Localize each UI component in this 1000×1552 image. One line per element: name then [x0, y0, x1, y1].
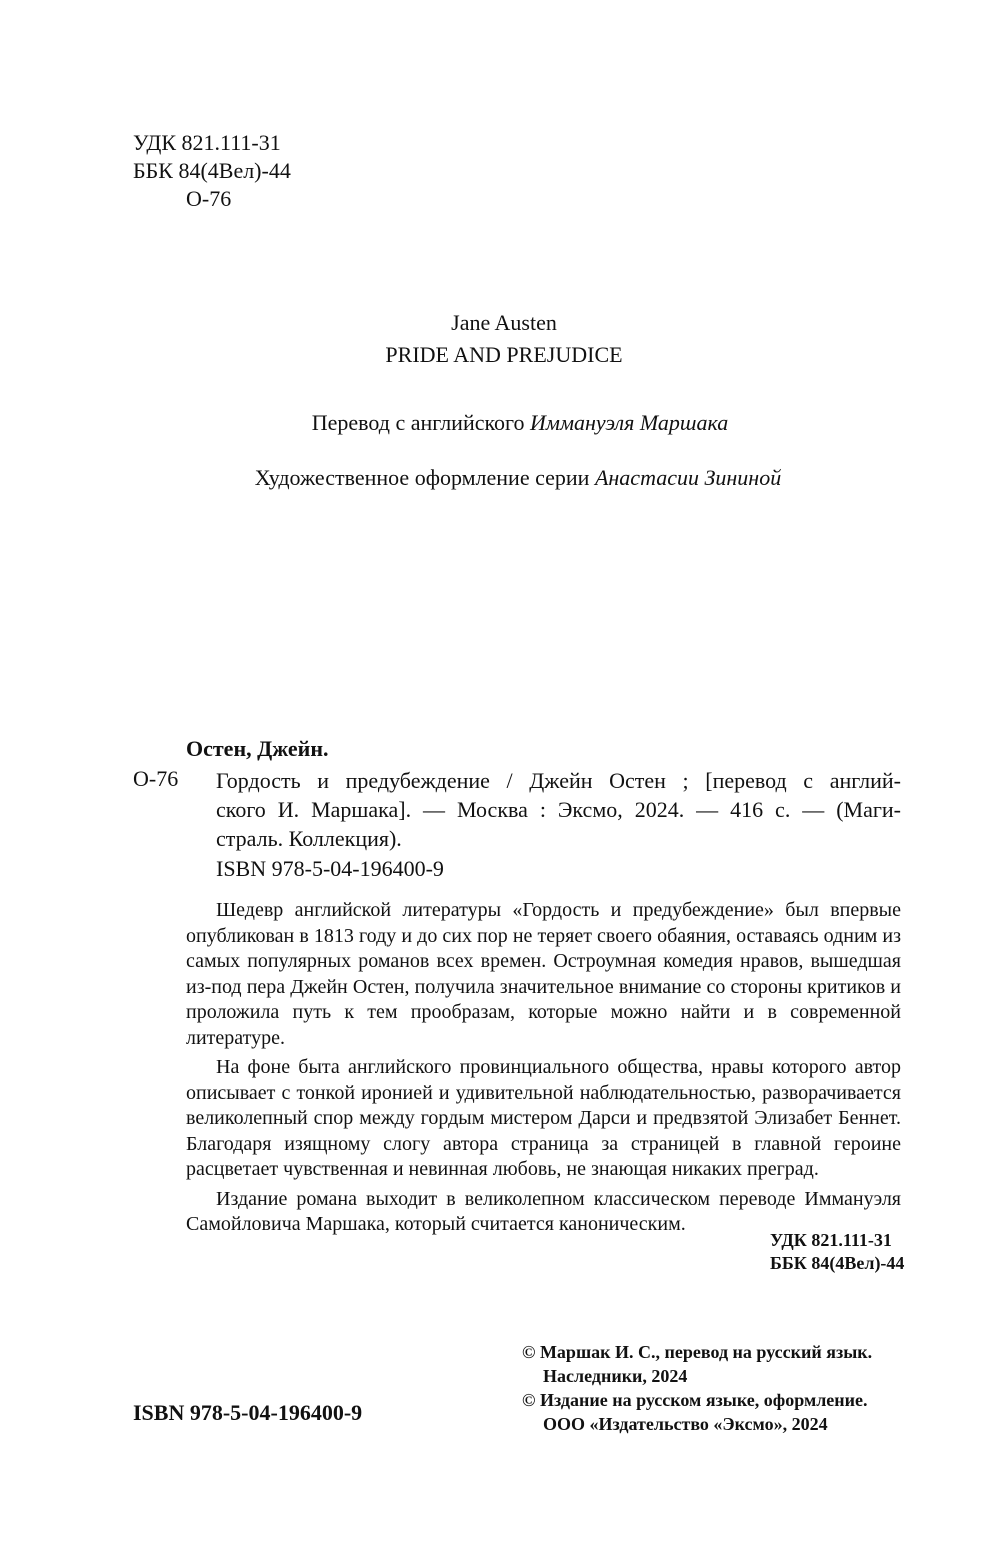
bottom-bbk-code: ББК 84(4Вел)-44 [770, 1253, 905, 1273]
udk-code: УДК 821.111-31 [133, 130, 281, 155]
translation-credit [20, 410, 1000, 436]
original-title: PRIDE AND PREJUDICE [385, 342, 623, 367]
annotation-paragraph: На фоне быта английского провинциального общества, нравы которого автор описывает с тонкой иронией и удивительной наблюдательностью, разворачивается великолепный спор между гордым мистером Дарси и предвзятой Элизабет Беннет. Благодаря изящному слогу автора страница за страницей в главной героине расцветает чувственная и невинная любовь, не знающая никаких преград. [186, 1056, 901, 1180]
card-description [216, 766, 901, 853]
designer-name: Анастасии Зининой [594, 465, 782, 490]
card-sign: О-76 [133, 766, 179, 791]
annotation-paragraph: Шедевр английской литературы «Гордость и предубеждение» был впервые опубликован в 1813 году и до сих пор не теряет своего обаяния, оставаясь одним из самых популярных романов всех времен. Остроумная комедия нравов, вышедшая из-под пера Джейн Остен, получила значительное внимание со стороны критиков и проложила путь к тем прообразам, которые можно найти и в современной литературе. [186, 899, 901, 1049]
bottom-udk-code: УДК 821.111-31 [770, 1230, 892, 1250]
author-sign: О-76 [186, 186, 232, 211]
card-author-heading: Остен, Джейн. [186, 736, 329, 761]
copyright-line: © Маршак И. С., перевод на русский язык. [522, 1342, 873, 1362]
annotation [186, 898, 901, 1238]
original-author: Jane Austen [451, 310, 557, 335]
translation-prefix: Перевод с английского [311, 410, 525, 435]
copyright-block [522, 1340, 872, 1436]
translator-name: Иммануэля Маршака [530, 410, 729, 435]
isbn-bottom: ISBN 978-5-04-196400-9 [133, 1400, 363, 1425]
card-line: страль. Коллекция). [216, 826, 402, 851]
design-prefix: Художественное оформление серии [254, 465, 590, 490]
annotation-paragraph: Издание романа выходит в великолепном классическом переводе Иммануэля Самойловича Маршака, который считается каноническим. [186, 1187, 901, 1235]
design-credit [18, 465, 1000, 491]
bbk-code: ББК 84(4Вел)-44 [133, 158, 291, 183]
card-isbn: ISBN 978-5-04-196400-9 [216, 856, 444, 881]
copyright-line: ООО «Издательство «Эксмо», 2024 [543, 1414, 828, 1434]
card-line: Гордость и предубеждение / Джейн Остен ; [перевод с англий- [216, 768, 901, 793]
copyright-line: © Издание на русском языке, оформление. [522, 1390, 868, 1410]
card-line: ского И. Маршака]. — Москва : Эксмо, 2024. — 416 с. — (Маги- [216, 797, 901, 822]
copyright-line: Наследники, 2024 [543, 1366, 688, 1386]
